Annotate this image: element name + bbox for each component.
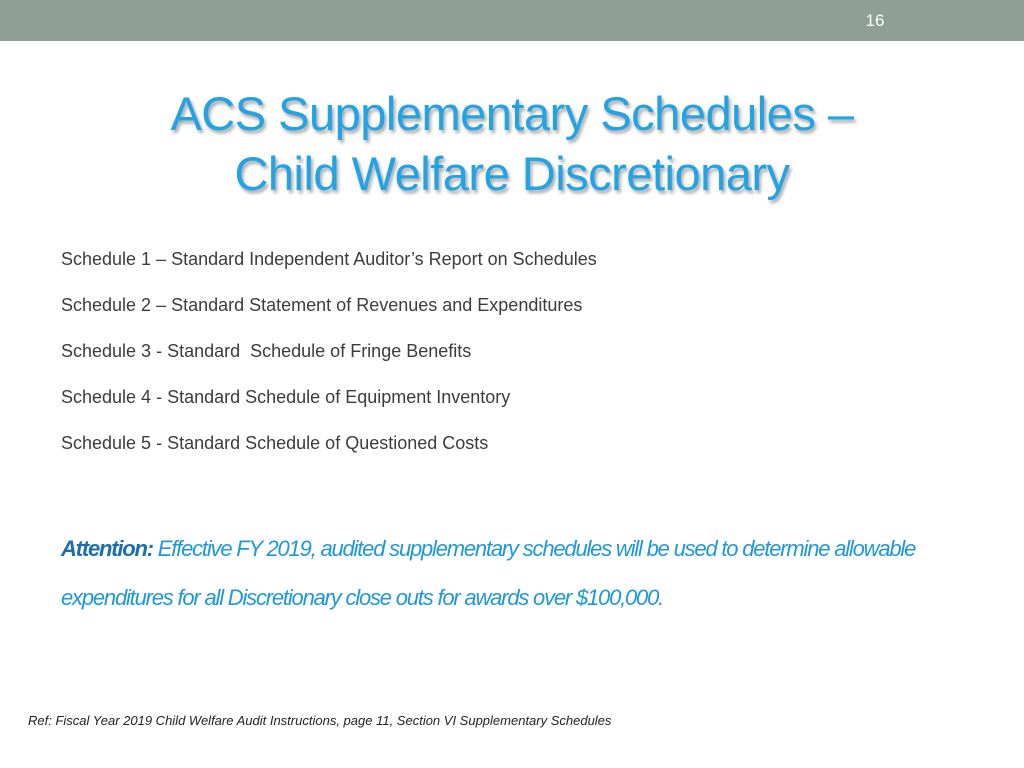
- schedule-item: Schedule 3 - Standard Schedule of Fringe Benefits: [61, 341, 472, 361]
- schedule-item: Schedule 2 – Standard Statement of Revenues and Expenditures: [61, 295, 583, 315]
- attention-text: Effective FY 2019, audited supplementary schedules will be used to determine allowable expenditures for all Discretionary close outs for awards over $100,000.: [61, 536, 916, 610]
- schedule-list: [61, 247, 597, 477]
- slide-title-line-2: Child Welfare Discretionary: [234, 147, 790, 200]
- schedule-item: Schedule 5 - Standard Schedule of Questioned Costs: [61, 433, 489, 453]
- reference-suffix: , page 11, Section VI Supplementary Schedules: [336, 713, 612, 728]
- schedule-item: Schedule 4 - Standard Schedule of Equipment Inventory: [61, 387, 511, 407]
- reference-note: [28, 713, 611, 728]
- reference-document: Fiscal Year 2019 Child Welfare Audit Instructions: [55, 713, 337, 728]
- top-bar: [0, 0, 1024, 41]
- reference-prefix: Ref:: [28, 713, 56, 728]
- schedule-item: Schedule 1 – Standard Independent Auditor’s Report on Schedules: [61, 249, 597, 269]
- slide-title: [60, 84, 964, 204]
- slide-title-line-1: ACS Supplementary Schedules –: [170, 87, 854, 140]
- page-number: 16: [865, 11, 885, 30]
- attention-note: [61, 524, 941, 622]
- attention-label: Attention:: [61, 536, 153, 561]
